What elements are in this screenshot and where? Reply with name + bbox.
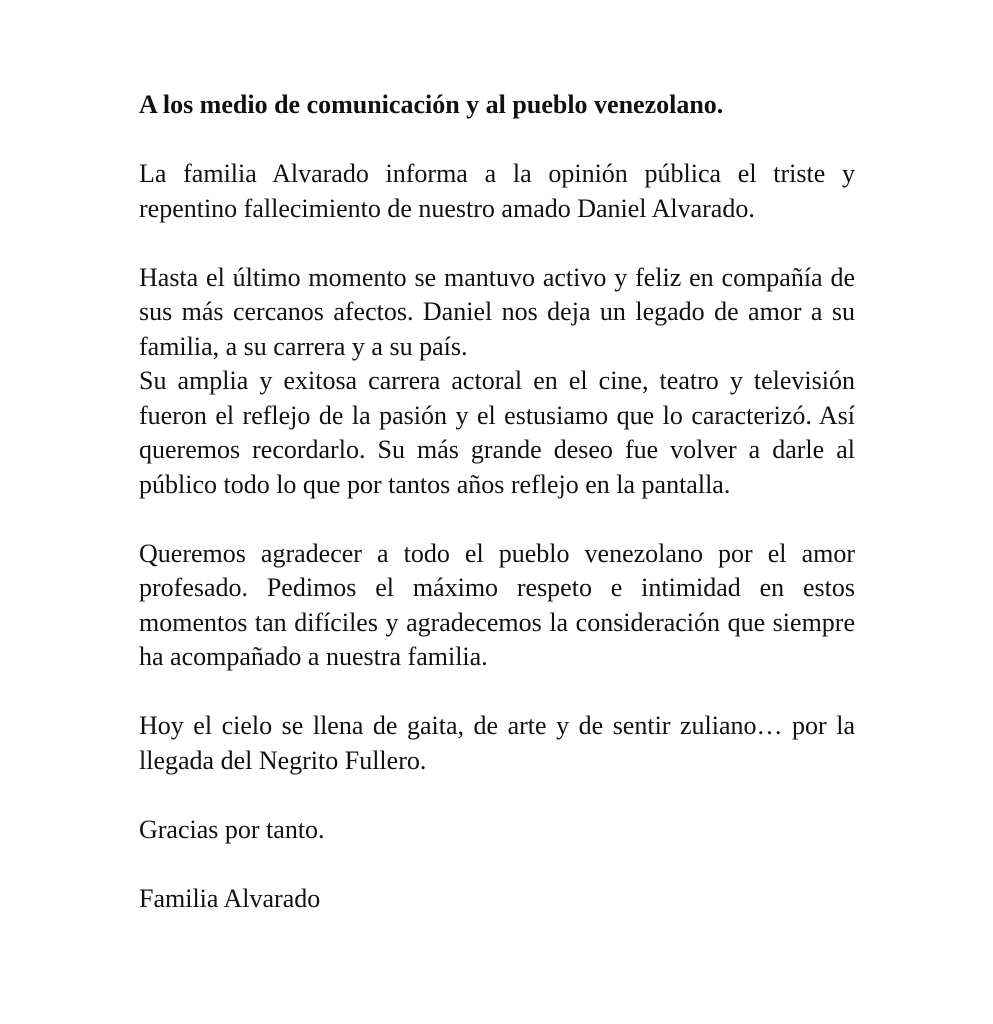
paragraph-gratitude: Gracias por tanto. [139, 814, 325, 844]
paragraph-last-moments: Hasta el último momento se mantuvo activo y feliz en compañía de sus más cercanos afectos. Daniel nos deja un legado de amor a su familia, a su carrera y a su país. [139, 262, 855, 361]
statement-title: A los medio de comunicación y al pueblo venezolano. [139, 90, 724, 119]
paragraph-career: Su amplia y exitosa carrera actoral en el cine, teatro y televisión fueron el reflejo de la pasión y el estusiamo que lo caracterizó. Así queremos recordarlo. Su más grande deseo fue volver a darle al público todo lo que por tantos años reflejo en la pantalla. [139, 366, 855, 499]
statement-body [139, 88, 855, 916]
paragraph-announcement: La familia Alvarado informa a la opinión pública el triste y repentino fallecimiento de nuestro amado Daniel Alvarado. [139, 159, 855, 223]
paragraph-thanks: Queremos agradecer a todo el pueblo venezolano por el amor profesado. Pedimos el máximo respeto e intimidad en estos momentos tan difíciles y agradecemos la consideración que siempre ha acompañado a nuestra familia. [139, 538, 855, 671]
signature: Familia Alvarado [139, 883, 321, 913]
paragraph-tribute: Hoy el cielo se llena de gaita, de arte y de sentir zuliano… por la llegada del Negrito Fullero. [139, 711, 855, 775]
